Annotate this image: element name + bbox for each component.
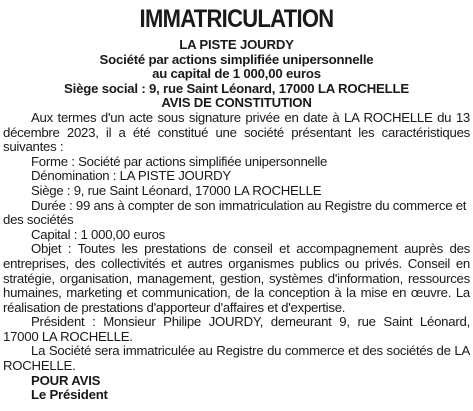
signatory: Le Président	[31, 387, 108, 403]
capital-detail-line: Capital : 1 000,00 euros	[31, 226, 166, 242]
company-form: Société par actions simplifiée unipersonnelle	[99, 51, 374, 67]
section-title: AVIS DE CONSTITUTION	[161, 95, 312, 111]
notice-heading: IMMATRICULATION	[139, 5, 334, 33]
form-line: Forme : Société par actions simplifiée unipersonnelle	[31, 153, 328, 169]
duration-line: Durée : 99 ans à compter de son immatriculation au Registre du commerce et des sociétés	[3, 197, 467, 228]
purpose-paragraph: Objet : Toutes les prestations de conseil et accompagnement auprès des entreprises, des collectivités et autres organismes publics ou privés. Conseil en stratégie, organisation, management, gestion, systèmes d'information, ressources humaines, marketing et communication, de la conception à la mise en œuvre. La réalisation de prestations d'apporteur d'affaires et d'expertise.	[3, 241, 470, 315]
president-paragraph: Président : Monsieur Philipe JOURDY, demeurant 9, rue Saint Léonard, 17000 LA ROCHELLE.	[3, 314, 470, 344]
closing-text: POUR AVIS	[31, 372, 101, 388]
company-name: LA PISTE JOURDY	[179, 37, 294, 52]
denomination-line: Dénomination : LA PISTE JOURDY	[31, 168, 231, 184]
head-office: Siège social : 9, rue Saint Léonard, 17000 LA ROCHELLE	[64, 80, 409, 96]
registration-paragraph: La Société sera immatriculée au Registre du commerce et des sociétés de LA ROCHELLE.	[3, 343, 470, 374]
intro-paragraph: Aux termes d'un acte sous signature privée en date à LA ROCHELLE du 13 décembre 2023, il a été constitué une société présentant les caractéristiques suivantes :	[3, 109, 470, 155]
seat-line: Siège : 9, rue Saint Léonard, 17000 LA ROCHELLE	[31, 182, 322, 198]
capital-line: au capital de 1 000,00 euros	[152, 66, 321, 82]
